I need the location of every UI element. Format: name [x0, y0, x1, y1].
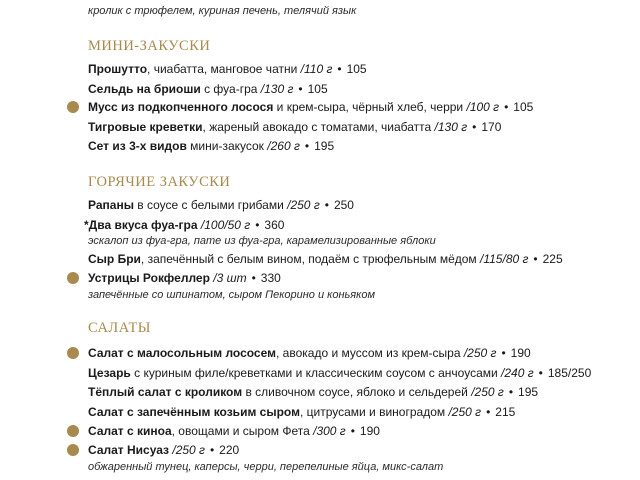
menu-item-description: эскалоп из фуа-гра, пате из фуа-гра, карамелизированные яблоки [88, 235, 436, 247]
menu-item: Салат с запечённым козьим сыром, цитрусами и виноградом /250 г • 215 [88, 405, 516, 419]
menu-item: Салат Нисуаз /250 г • 220 [88, 443, 240, 457]
section-title-salads: САЛАТЫ [88, 320, 151, 336]
menu-item: Сет из 3-х видов мини-закусок /260 г • 195 [88, 139, 335, 153]
menu-item: Тёплый салат с кроликом в сливочном соусе, яблоко и сельдерей /250 г • 195 [88, 385, 539, 399]
menu-item-description: обжаренный тунец, каперсы, черри, перепелиные яйца, микс-салат [88, 461, 444, 473]
dot-icon [67, 101, 79, 113]
menu-item: Устрицы Рокфеллер /3 шт • 330 [88, 271, 281, 285]
menu-item: Цезарь с куриным филе/креветками и классическим соусом с анчоусами /240 г • 185/250 [88, 366, 592, 380]
section-title-hot: ГОРЯЧИЕ ЗАКУСКИ [88, 174, 231, 190]
dot-icon [67, 272, 79, 284]
menu-item: Салат с киноа, овощами и сыром Фета /300 г • 190 [88, 424, 380, 438]
dot-icon [67, 425, 79, 437]
menu-item: Рапаны в соусе с белыми грибами /250 г • 250 [88, 198, 354, 212]
menu-item: Салат с малосольным лососем, авокадо и муссом из крем-сыра /250 г • 190 [88, 346, 531, 360]
menu-item: *Два вкуса фуа-гра /100/50 г • 360 [84, 218, 285, 232]
menu-item: Сельдь на бриоши с фуа-гра /130 г • 105 [88, 82, 328, 96]
menu-item: Тигровые креветки, жареный авокадо с томатами, чиабатта /130 г • 170 [88, 120, 502, 134]
menu-item: Прошутто, чиабатта, манговое чатни /110 г • 105 [88, 62, 367, 76]
menu-item-description: запечённые со шпинатом, сыром Пекорино и коньяком [88, 289, 376, 301]
dot-icon [67, 444, 79, 456]
section-title-mini: МИНИ-ЗАКУСКИ [88, 38, 211, 54]
cut-description: кролик с трюфелем, куриная печень, телячий язык [88, 5, 357, 17]
menu-item: Сыр Бри, запечённый с белым вином, подаём с трюфельным мёдом /115/80 г • 225 [88, 252, 563, 266]
menu-item: Мусс из подкопченного лосося и крем-сыра, чёрный хлеб, черри /100 г • 105 [88, 100, 534, 114]
dot-icon [67, 347, 79, 359]
